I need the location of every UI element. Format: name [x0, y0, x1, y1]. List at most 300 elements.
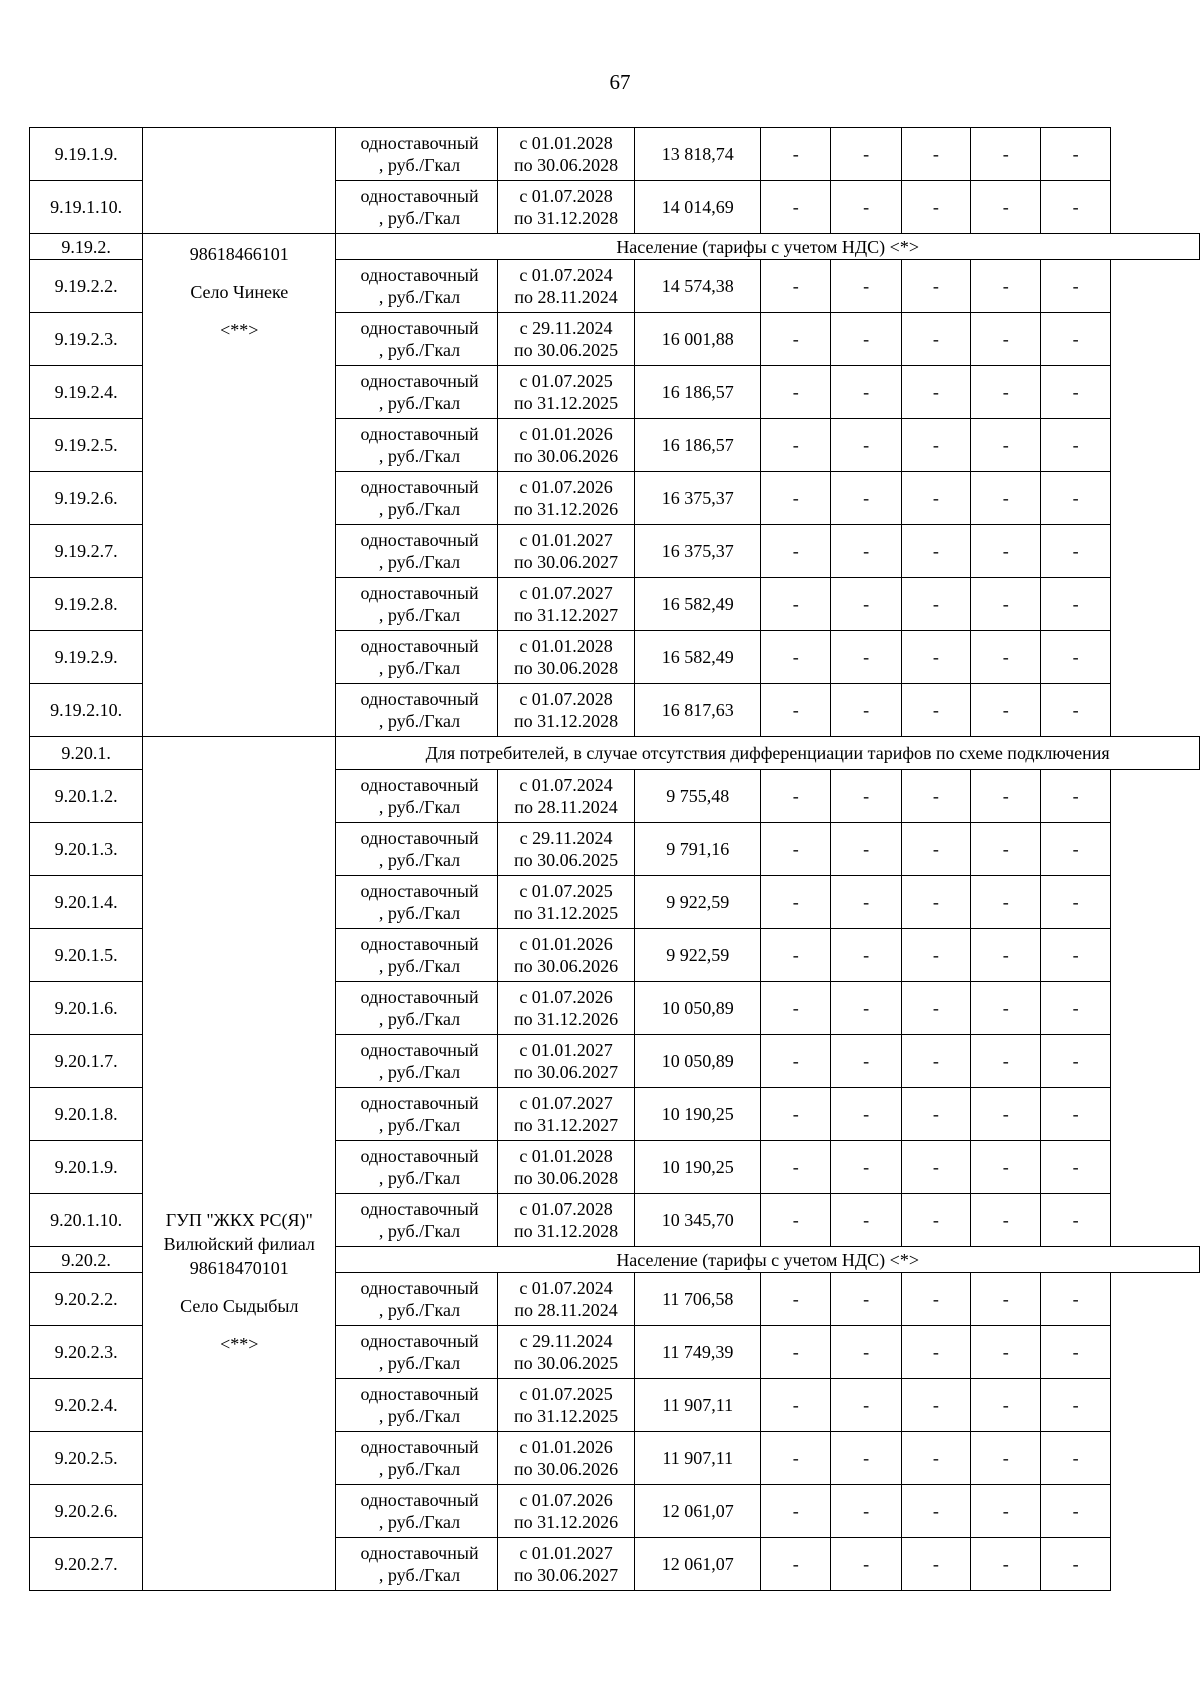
tariff-type-line1: одноставочный	[360, 881, 479, 901]
tariff-type-line1: одноставочный	[360, 1093, 479, 1113]
empty-value: -	[971, 1273, 1041, 1326]
validity-period	[497, 823, 635, 876]
empty-value: -	[1041, 1538, 1110, 1591]
period-to: по 30.06.2025	[513, 1353, 619, 1373]
empty-value: -	[971, 472, 1041, 525]
footnote-mark: <**>	[220, 1334, 259, 1354]
period-from: с 01.01.2027	[519, 1543, 613, 1563]
empty-value: -	[901, 313, 970, 366]
tariff-type-line1: одноставочный	[360, 530, 479, 550]
period-to: по 30.06.2026	[513, 446, 619, 466]
empty-value: -	[971, 982, 1041, 1035]
validity-period	[497, 1538, 635, 1591]
empty-value: -	[901, 684, 970, 737]
row-number: 9.19.1.10.	[30, 181, 143, 234]
empty-value: -	[901, 1326, 970, 1379]
empty-value: -	[761, 1273, 831, 1326]
validity-period	[497, 1432, 635, 1485]
period-from: с 01.07.2024	[519, 775, 613, 795]
period-from: с 01.07.2025	[519, 371, 613, 391]
empty-value: -	[831, 366, 901, 419]
tariff-value: 12 061,07	[635, 1538, 761, 1591]
validity-period	[497, 1088, 635, 1141]
tariff-value: 9 791,16	[635, 823, 761, 876]
empty-value: -	[1041, 770, 1110, 823]
row-number: 9.20.1.4.	[30, 876, 143, 929]
tariff-value: 11 749,39	[635, 1326, 761, 1379]
tariff-type-line1: одноставочный	[360, 987, 479, 1007]
tariff-type	[336, 1538, 497, 1591]
empty-value: -	[901, 1088, 970, 1141]
empty-value: -	[1041, 366, 1110, 419]
table-row	[30, 128, 1200, 181]
tariff-type	[336, 366, 497, 419]
tariff-type-line1: одноставочный	[360, 371, 479, 391]
period-from: с 01.01.2026	[519, 934, 613, 954]
empty-value: -	[761, 1088, 831, 1141]
period-from: с 01.07.2028	[519, 1199, 613, 1219]
settlement-name: Село Сыдыбыл	[180, 1296, 299, 1316]
tariff-type-line2: , руб./Гкал	[378, 1062, 461, 1082]
period-from: с 01.01.2028	[519, 636, 613, 656]
empty-value: -	[831, 823, 901, 876]
period-from: с 01.01.2027	[519, 1040, 613, 1060]
validity-period	[497, 525, 635, 578]
tariff-type-line1: одноставочный	[360, 186, 479, 206]
period-to: по 31.12.2028	[513, 711, 619, 731]
empty-value: -	[1041, 1379, 1110, 1432]
empty-value: -	[831, 929, 901, 982]
empty-value: -	[761, 181, 831, 234]
validity-period	[497, 260, 635, 313]
empty-value: -	[901, 1194, 970, 1247]
empty-value: -	[901, 1141, 970, 1194]
empty-value: -	[831, 1538, 901, 1591]
period-to: по 31.12.2026	[513, 1512, 619, 1532]
tariff-type-line2: , руб./Гкал	[378, 797, 461, 817]
empty-value: -	[761, 631, 831, 684]
period-from: с 01.07.2026	[519, 1490, 613, 1510]
tariff-type-line1: одноставочный	[360, 265, 479, 285]
tariff-value: 16 582,49	[635, 578, 761, 631]
empty-value: -	[831, 1194, 901, 1247]
empty-value: -	[901, 366, 970, 419]
row-number: 9.20.1.10.	[30, 1194, 143, 1247]
empty-value: -	[831, 472, 901, 525]
tariff-type-line1: одноставочный	[360, 583, 479, 603]
tariff-type	[336, 1485, 497, 1538]
row-number: 9.20.1.9.	[30, 1141, 143, 1194]
tariff-type	[336, 419, 497, 472]
period-to: по 31.12.2025	[513, 393, 619, 413]
empty-value: -	[1041, 1432, 1110, 1485]
tariff-type-line1: одноставочный	[360, 828, 479, 848]
period-to: по 30.06.2028	[513, 1168, 619, 1188]
empty-value: -	[761, 1485, 831, 1538]
empty-value: -	[761, 823, 831, 876]
tariff-type-line2: , руб./Гкал	[378, 1406, 461, 1426]
empty-value: -	[831, 876, 901, 929]
empty-value: -	[1041, 876, 1110, 929]
settlement-code: 98618470101	[189, 1258, 289, 1278]
validity-period	[497, 770, 635, 823]
empty-value: -	[971, 366, 1041, 419]
empty-value: -	[971, 1485, 1041, 1538]
settlement-name: Село Чинеке	[190, 282, 289, 302]
tariff-value: 9 755,48	[635, 770, 761, 823]
empty-value: -	[901, 770, 970, 823]
validity-period	[497, 578, 635, 631]
tariff-type-line1: одноставочный	[360, 424, 479, 444]
tariff-value: 13 818,74	[635, 128, 761, 181]
tariff-value: 11 907,11	[635, 1379, 761, 1432]
period-to: по 31.12.2026	[513, 1009, 619, 1029]
row-number: 9.19.2.8.	[30, 578, 143, 631]
tariff-type	[336, 260, 497, 313]
tariff-type-line1: одноставочный	[360, 775, 479, 795]
empty-value: -	[761, 1035, 831, 1088]
period-to: по 31.12.2028	[513, 208, 619, 228]
tariff-type	[336, 929, 497, 982]
empty-value: -	[901, 1273, 970, 1326]
tariff-type-line2: , руб./Гкал	[378, 1459, 461, 1479]
blank-name-cell	[143, 128, 336, 234]
validity-period	[497, 1194, 635, 1247]
empty-value: -	[761, 1194, 831, 1247]
empty-value: -	[971, 128, 1041, 181]
row-number: 9.19.2.6.	[30, 472, 143, 525]
empty-value: -	[761, 1141, 831, 1194]
row-number: 9.19.1.9.	[30, 128, 143, 181]
empty-value: -	[901, 1432, 970, 1485]
section-header: Население (тарифы с учетом НДС) <*>	[336, 234, 1200, 260]
validity-period	[497, 128, 635, 181]
empty-value: -	[971, 1141, 1041, 1194]
tariff-value: 16 375,37	[635, 472, 761, 525]
validity-period	[497, 419, 635, 472]
empty-value: -	[971, 260, 1041, 313]
row-number: 9.19.2.4.	[30, 366, 143, 419]
period-from: с 01.07.2026	[519, 477, 613, 497]
empty-value: -	[901, 876, 970, 929]
empty-value: -	[1041, 578, 1110, 631]
empty-value: -	[1041, 1035, 1110, 1088]
empty-value: -	[1041, 631, 1110, 684]
tariff-type-line1: одноставочный	[360, 1331, 479, 1351]
period-to: по 31.12.2026	[513, 499, 619, 519]
empty-value: -	[971, 1194, 1041, 1247]
tariff-type	[336, 1379, 497, 1432]
empty-value: -	[1041, 260, 1110, 313]
tariff-type-line2: , руб./Гкал	[378, 1565, 461, 1585]
empty-value: -	[831, 181, 901, 234]
tariff-type-line1: одноставочный	[360, 477, 479, 497]
tariff-type	[336, 313, 497, 366]
period-to: по 30.06.2025	[513, 340, 619, 360]
tariff-type	[336, 1035, 497, 1088]
empty-value: -	[1041, 982, 1110, 1035]
empty-value: -	[1041, 313, 1110, 366]
period-from: с 01.01.2028	[519, 1146, 613, 1166]
tariff-type	[336, 1194, 497, 1247]
period-from: с 01.01.2027	[519, 530, 613, 550]
empty-value: -	[1041, 181, 1110, 234]
empty-value: -	[761, 1432, 831, 1485]
tariff-table	[29, 127, 1200, 1591]
empty-value: -	[761, 472, 831, 525]
tariff-type-line2: , руб./Гкал	[378, 1168, 461, 1188]
period-from: с 01.07.2028	[519, 689, 613, 709]
period-from: с 29.11.2024	[519, 318, 613, 338]
empty-value: -	[1041, 1194, 1110, 1247]
empty-value: -	[831, 419, 901, 472]
row-number: 9.19.2.3.	[30, 313, 143, 366]
row-number: 9.19.2.9.	[30, 631, 143, 684]
period-from: с 01.07.2028	[519, 186, 613, 206]
empty-value: -	[831, 1273, 901, 1326]
settlement-code: 98618466101	[189, 244, 289, 264]
empty-value: -	[1041, 1088, 1110, 1141]
row-number: 9.20.2.4.	[30, 1379, 143, 1432]
empty-value: -	[971, 823, 1041, 876]
empty-value: -	[971, 1538, 1041, 1591]
empty-value: -	[971, 525, 1041, 578]
period-from: с 01.07.2024	[519, 265, 613, 285]
empty-value: -	[831, 770, 901, 823]
row-number: 9.20.2.5.	[30, 1432, 143, 1485]
empty-value: -	[831, 1379, 901, 1432]
tariff-type-line1: одноставочный	[360, 689, 479, 709]
validity-period	[497, 1379, 635, 1432]
tariff-value: 16 001,88	[635, 313, 761, 366]
row-number: 9.20.1.	[30, 737, 143, 770]
empty-value: -	[761, 578, 831, 631]
row-number: 9.20.1.5.	[30, 929, 143, 982]
row-number: 9.20.2.3.	[30, 1326, 143, 1379]
validity-period	[497, 631, 635, 684]
tariff-type	[336, 1273, 497, 1326]
period-from: с 01.07.2027	[519, 1093, 613, 1113]
period-from: с 01.01.2028	[519, 133, 613, 153]
tariff-type-line2: , руб./Гкал	[378, 1221, 461, 1241]
tariff-type-line2: , руб./Гкал	[378, 208, 461, 228]
tariff-type	[336, 181, 497, 234]
tariff-type-line2: , руб./Гкал	[378, 903, 461, 923]
tariff-type-line1: одноставочный	[360, 636, 479, 656]
tariff-type-line2: , руб./Гкал	[378, 1009, 461, 1029]
row-number: 9.20.2.6.	[30, 1485, 143, 1538]
validity-period	[497, 181, 635, 234]
branch-name: Вилюйский филиал	[163, 1234, 315, 1254]
period-to: по 30.06.2027	[513, 1565, 619, 1585]
tariff-type	[336, 1432, 497, 1485]
empty-value: -	[901, 631, 970, 684]
empty-value: -	[971, 1379, 1041, 1432]
period-to: по 28.11.2024	[514, 287, 618, 307]
empty-value: -	[901, 578, 970, 631]
tariff-type-line2: , руб./Гкал	[378, 1353, 461, 1373]
tariff-value: 10 050,89	[635, 1035, 761, 1088]
tariff-value: 10 345,70	[635, 1194, 761, 1247]
empty-value: -	[1041, 525, 1110, 578]
tariff-value: 16 375,37	[635, 525, 761, 578]
tariff-type	[336, 770, 497, 823]
empty-value: -	[761, 419, 831, 472]
row-number: 9.20.2.2.	[30, 1273, 143, 1326]
empty-value: -	[831, 631, 901, 684]
footnote-mark: <**>	[220, 320, 259, 340]
tariff-type-line1: одноставочный	[360, 1146, 479, 1166]
tariff-type-line1: одноставочный	[360, 133, 479, 153]
empty-value: -	[761, 876, 831, 929]
empty-value: -	[831, 1485, 901, 1538]
empty-value: -	[831, 313, 901, 366]
tariff-value: 11 706,58	[635, 1273, 761, 1326]
tariff-type-line1: одноставочный	[360, 1199, 479, 1219]
tariff-value: 12 061,07	[635, 1485, 761, 1538]
section-header-row	[30, 737, 1200, 770]
tariff-type-line2: , руб./Гкал	[378, 956, 461, 976]
tariff-type-line2: , руб./Гкал	[378, 605, 461, 625]
period-to: по 30.06.2027	[513, 552, 619, 572]
tariff-type-line2: , руб./Гкал	[378, 393, 461, 413]
tariff-type	[336, 823, 497, 876]
empty-value: -	[901, 525, 970, 578]
period-to: по 31.12.2027	[513, 605, 619, 625]
tariff-value: 16 186,57	[635, 419, 761, 472]
organization-name: ГУП "ЖКХ РС(Я)"	[165, 1210, 313, 1230]
tariff-type	[336, 472, 497, 525]
tariff-type-line1: одноставочный	[360, 1437, 479, 1457]
empty-value: -	[761, 929, 831, 982]
section-header: Население (тарифы с учетом НДС) <*>	[336, 1247, 1200, 1273]
tariff-value: 14 574,38	[635, 260, 761, 313]
tariff-type-line2: , руб./Гкал	[378, 446, 461, 466]
empty-value: -	[1041, 684, 1110, 737]
row-number: 9.20.2.	[30, 1247, 143, 1273]
period-to: по 30.06.2028	[513, 155, 619, 175]
empty-value: -	[831, 1088, 901, 1141]
empty-value: -	[761, 982, 831, 1035]
empty-value: -	[831, 982, 901, 1035]
row-number: 9.20.1.2.	[30, 770, 143, 823]
tariff-type	[336, 578, 497, 631]
empty-value: -	[831, 128, 901, 181]
empty-value: -	[971, 631, 1041, 684]
empty-value: -	[761, 366, 831, 419]
empty-value: -	[761, 260, 831, 313]
period-to: по 31.12.2028	[513, 1221, 619, 1241]
row-number: 9.19.2.	[30, 234, 143, 260]
period-to: по 31.12.2027	[513, 1115, 619, 1135]
tariff-type	[336, 1088, 497, 1141]
empty-value: -	[831, 684, 901, 737]
tariff-type-line2: , руб./Гкал	[378, 850, 461, 870]
tariff-type-line2: , руб./Гкал	[378, 658, 461, 678]
period-to: по 28.11.2024	[514, 797, 618, 817]
period-from: с 01.07.2025	[519, 1384, 613, 1404]
empty-value: -	[761, 770, 831, 823]
tariff-value: 10 050,89	[635, 982, 761, 1035]
empty-value: -	[1041, 472, 1110, 525]
row-number: 9.19.2.10.	[30, 684, 143, 737]
row-number: 9.20.1.8.	[30, 1088, 143, 1141]
validity-period	[497, 1035, 635, 1088]
empty-value: -	[901, 1379, 970, 1432]
empty-value: -	[1041, 1273, 1110, 1326]
empty-value: -	[971, 419, 1041, 472]
validity-period	[497, 313, 635, 366]
consumer-name-cell	[143, 737, 336, 1591]
tariff-type-line1: одноставочный	[360, 1490, 479, 1510]
empty-value: -	[901, 181, 970, 234]
empty-value: -	[831, 1326, 901, 1379]
empty-value: -	[971, 578, 1041, 631]
empty-value: -	[971, 1326, 1041, 1379]
tariff-type-line2: , руб./Гкал	[378, 1115, 461, 1135]
empty-value: -	[901, 823, 970, 876]
empty-value: -	[761, 128, 831, 181]
tariff-value: 16 582,49	[635, 631, 761, 684]
empty-value: -	[831, 1432, 901, 1485]
empty-value: -	[831, 1141, 901, 1194]
validity-period	[497, 684, 635, 737]
tariff-type-line2: , руб./Гкал	[378, 499, 461, 519]
empty-value: -	[1041, 823, 1110, 876]
period-to: по 31.12.2025	[513, 1406, 619, 1426]
period-to: по 30.06.2026	[513, 956, 619, 976]
empty-value: -	[831, 525, 901, 578]
period-from: с 01.07.2027	[519, 583, 613, 603]
period-from: с 29.11.2024	[519, 828, 613, 848]
tariff-type	[336, 631, 497, 684]
empty-value: -	[831, 260, 901, 313]
validity-period	[497, 472, 635, 525]
empty-value: -	[761, 684, 831, 737]
validity-period	[497, 1485, 635, 1538]
period-from: с 01.07.2025	[519, 881, 613, 901]
tariff-type-line2: , руб./Гкал	[378, 1512, 461, 1532]
period-to: по 30.06.2026	[513, 1459, 619, 1479]
empty-value: -	[901, 1035, 970, 1088]
tariff-value: 9 922,59	[635, 876, 761, 929]
row-number: 9.20.2.7.	[30, 1538, 143, 1591]
row-number: 9.19.2.5.	[30, 419, 143, 472]
tariff-type	[336, 876, 497, 929]
empty-value: -	[1041, 419, 1110, 472]
empty-value: -	[971, 770, 1041, 823]
validity-period	[497, 1141, 635, 1194]
row-number: 9.20.1.3.	[30, 823, 143, 876]
period-from: с 29.11.2024	[519, 1331, 613, 1351]
tariff-value: 11 907,11	[635, 1432, 761, 1485]
tariff-type-line1: одноставочный	[360, 318, 479, 338]
period-to: по 30.06.2025	[513, 850, 619, 870]
tariff-type	[336, 684, 497, 737]
empty-value: -	[761, 1379, 831, 1432]
empty-value: -	[761, 525, 831, 578]
validity-period	[497, 929, 635, 982]
validity-period	[497, 1326, 635, 1379]
period-to: по 30.06.2027	[513, 1062, 619, 1082]
empty-value: -	[1041, 1141, 1110, 1194]
section-header: Для потребителей, в случае отсутствия дифференциации тарифов по схеме подключения	[336, 737, 1200, 770]
tariff-value: 14 014,69	[635, 181, 761, 234]
empty-value: -	[901, 1485, 970, 1538]
tariff-value: 10 190,25	[635, 1141, 761, 1194]
tariff-type	[336, 128, 497, 181]
period-from: с 01.07.2024	[519, 1278, 613, 1298]
